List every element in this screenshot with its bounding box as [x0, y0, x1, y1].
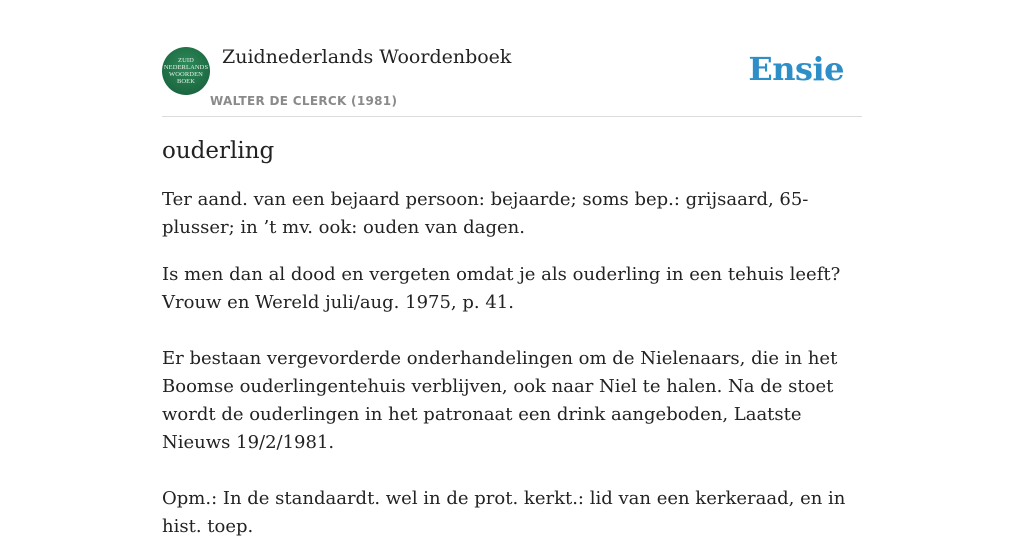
book-logo[interactable] — [162, 47, 210, 95]
entry-example: Er bestaan vergevorderde onderhandelingen om de Nielenaars, die in het Boomse ouderlingentehuis verblijven, ook naar Niel te halen. Na de stoet wordt de ouderlingen in het patronaat een drink aangeboden, Laatste Nieuws 19/2/1981. — [162, 348, 838, 453]
entry-content — [162, 138, 862, 560]
logo-line-1: ZUID — [178, 57, 194, 64]
entry-definition: Ter aand. van een bejaard persoon: bejaarde; soms bep.: grijsaard, 65-plusser; in ’t mv. ook: ouden van dagen. — [162, 189, 809, 238]
entry-note: Opm.: In de standaardt. wel in de prot. kerkt.: lid van een kerkeraad, en in hist. toep. — [162, 488, 846, 537]
book-title-link[interactable]: Zuidnederlands Woordenboek — [222, 46, 512, 68]
book-author: WALTER DE CLERCK (1981) — [210, 94, 398, 108]
logo-line-3: WOORDEN — [169, 71, 203, 78]
entry-example: Is men dan al dood en vergeten omdat je als ouderling in een tehuis leeft? Vrouw en Wereld juli/aug. 1975, p. 41. — [162, 264, 841, 313]
ensie-logo-link[interactable]: Ensie — [748, 50, 844, 88]
entry-headword: ouderling — [162, 138, 275, 164]
logo-line-2: NEDERLANDS — [163, 64, 209, 71]
logo-line-4: BOEK — [176, 78, 196, 85]
book-header — [162, 44, 862, 117]
